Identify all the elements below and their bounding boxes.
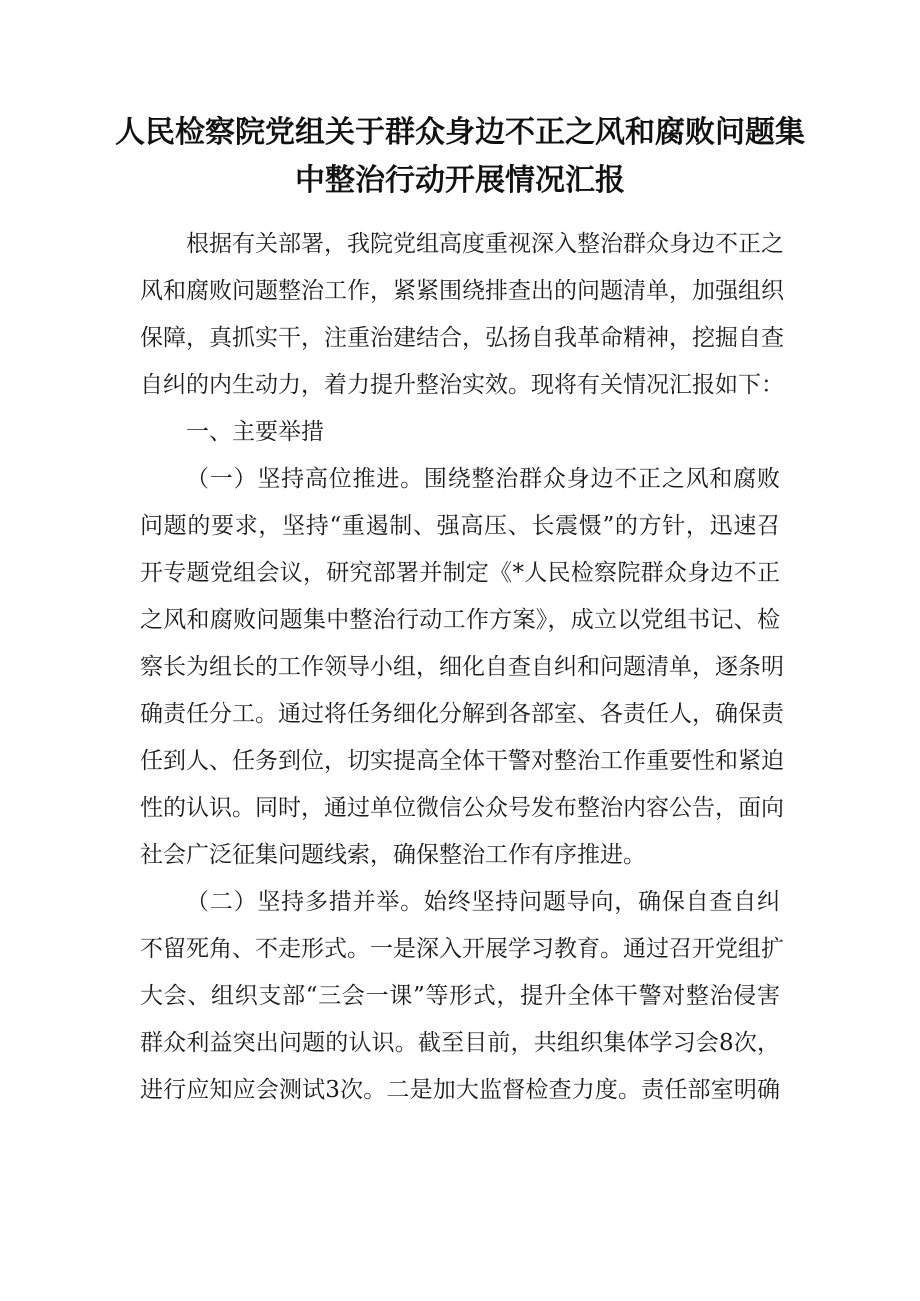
paragraph-2-line-4: 群众利益突出问题的认识。截至目前，共组织集体学习会8次， — [140, 1030, 780, 1056]
document-title-line-1: 人民检察院党组关于群众身边不正之风和腐败问题集 — [115, 115, 805, 150]
paragraph-2-line-1: （二）坚持多措并举。始终坚持问题导向，确保自查自纠 — [186, 889, 780, 915]
paragraph-intro-line-1: 根据有关部署，我院党组高度重视深入整治群众身边不正之 — [186, 231, 784, 257]
paragraph-1-line-9: 社会广泛征集问题线索，确保整治工作有序推进。 — [140, 842, 646, 868]
paragraph-1-line-6: 确责任分工。通过将任务细化分解到各部室、各责任人，确保责 — [140, 701, 784, 727]
paragraph-1-line-7: 任到人、任务到位，切实提高全体干警对整治工作重要性和紧迫 — [140, 748, 784, 774]
paragraph-intro-line-4: 自纠的内生动力，着力提升整治实效。现将有关情况汇报如下： — [140, 372, 784, 398]
paragraph-intro-line-2: 风和腐败问题整治工作，紧紧围绕排查出的问题清单，加强组织 — [140, 278, 784, 304]
paragraph-2-line-5: 进行应知应会测试3次。二是加大监督检查力度。责任部室明确 — [140, 1077, 780, 1103]
paragraph-1-line-2: 问题的要求，坚持“重遏制、强高压、长震慑”的方针，迅速召 — [140, 513, 780, 539]
paragraph-1-line-1: （一）坚持高位推进。围绕整治群众身边不正之风和腐败 — [186, 466, 780, 492]
section-heading-main-measures: 一、主要举措 — [186, 419, 324, 445]
paragraph-1-line-8: 性的认识。同时，通过单位微信公众号发布整治内容公告，面向 — [140, 795, 784, 821]
paragraph-intro-line-3: 保障，真抓实干，注重治建结合，弘扬自我革命精神，挖掘自查 — [140, 325, 784, 351]
paragraph-1-line-4: 之风和腐败问题集中整治行动工作方案》，成立以党组书记、检 — [140, 607, 780, 633]
document-title-line-2: 中整治行动开展情况汇报 — [295, 163, 625, 198]
paragraph-2-line-3: 大会、组织支部“三会一课”等形式，提升全体干警对整治侵害 — [140, 983, 780, 1009]
paragraph-1-line-5: 察长为组长的工作领导小组，细化自查自纠和问题清单，逐条明 — [140, 654, 784, 680]
paragraph-2-line-2: 不留死角、不走形式。一是深入开展学习教育。通过召开党组扩 — [140, 936, 784, 962]
paragraph-1-line-3: 开专题党组会议，研究部署并制定《*人民检察院群众身边不正 — [140, 560, 780, 586]
